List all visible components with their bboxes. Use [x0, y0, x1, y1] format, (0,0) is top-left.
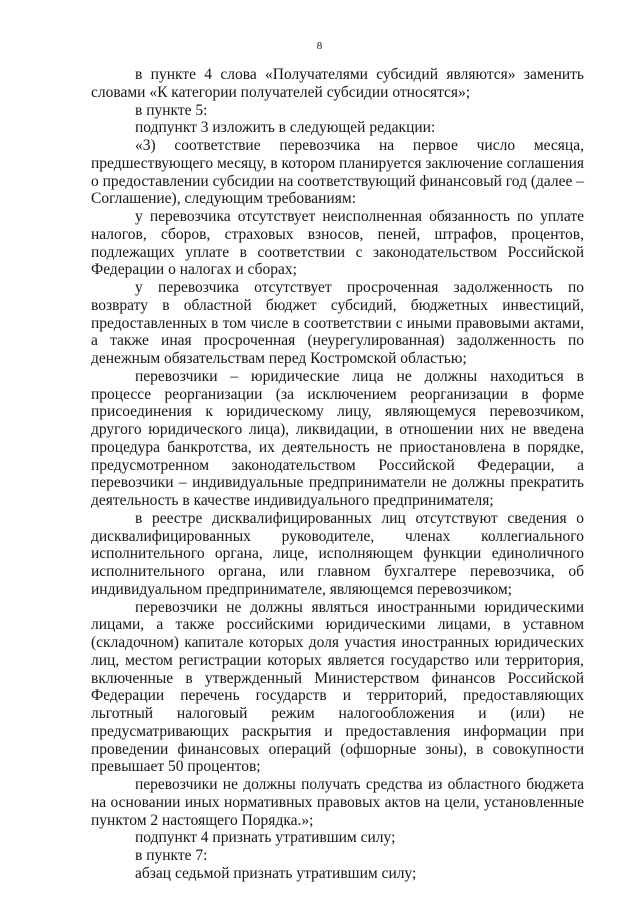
paragraph: в реестре дисквалифицированных лиц отсутствуют сведения о дисквалифицированных руководителе, членах коллегиального исполнительного органа, лице, исполняющем функции единоличного исполнительного органа, или главном бухгалтере перевозчика, об индивидуальном предпринимателе, являющемся перевозчиком; — [91, 509, 584, 598]
paragraph: в пункте 7: — [135, 847, 208, 864]
paragraph: перевозчики не должны являться иностранными юридическими лицами, а также российскими юридическими лицами, в уставном (складочном) капитале которых доля участия иностранных юридических лиц, местом регистрации которых является государство или территория, включенные в утвержденный Министерством финансов Российской Федерации перечень государств и территорий, предоставляющих льготный налоговый режим налогообложения и (или) не предусматривающих раскрытия и предоставления информации при проведении финансовых операций (офшорные зоны), в совокупности превышает 50 процентов; — [91, 598, 584, 776]
paragraph: подпункт 3 изложить в следующей редакции: — [135, 119, 436, 137]
paragraph: в пункте 5: — [135, 101, 208, 119]
page-number: 8 — [316, 40, 323, 52]
paragraph: в пункте 4 слова «Получателями субсидий являются» заменить словами «К категории получателей субсидии относятся»; — [91, 66, 584, 101]
paragraph: перевозчики – юридические лица не должны находиться в процессе реорганизации (за исключением реорганизации в форме присоединения к юридическому лицу, являющемуся перевозчиком, другого юридического лица), ликвидации, в отношении них не введена процедура банкротства, их деятельность не приостановлена в порядке, предусмотренном законодательством Российской Федерации, а перевозчики – индивидуальные предприниматели не должны прекратить деятельность в качестве индивидуального предпринимателя; — [91, 367, 584, 509]
paragraph: «3) соответствие перевозчика на первое число месяца, предшествующего месяцу, в котором планируется заключение соглашения о предоставлении субсидии на соответствующий финансовый год (далее – Соглашение), следующим требованиям: — [91, 137, 585, 208]
document-body — [91, 66, 584, 883]
paragraph: у перевозчика отсутствует просроченная задолженность по возврату в областной бюджет субсидий, бюджетных инвестиций, предоставленных в том числе в соответствии с иными правовыми актами, а также иная просроченная (неурегулированная) задолженность по денежным обязательствам перед Костромской областью; — [91, 279, 584, 367]
paragraph: подпункт 4 признать утратившим силу; — [135, 829, 396, 847]
paragraph: у перевозчика отсутствует неисполненная обязанность по уплате налогов, сборов, страховых взносов, пеней, штрафов, процентов, подлежащих уплате в соответствии с законодательством Российской Федерации о налогах и сборах; — [91, 208, 584, 279]
paragraph: перевозчики не должны получать средства из областного бюджета на основании иных нормативных правовых актов на цели, установленные пунктом 2 настоящего Порядка.»; — [91, 776, 584, 829]
paragraph: абзац седьмой признать утратившим силу; — [135, 864, 417, 882]
